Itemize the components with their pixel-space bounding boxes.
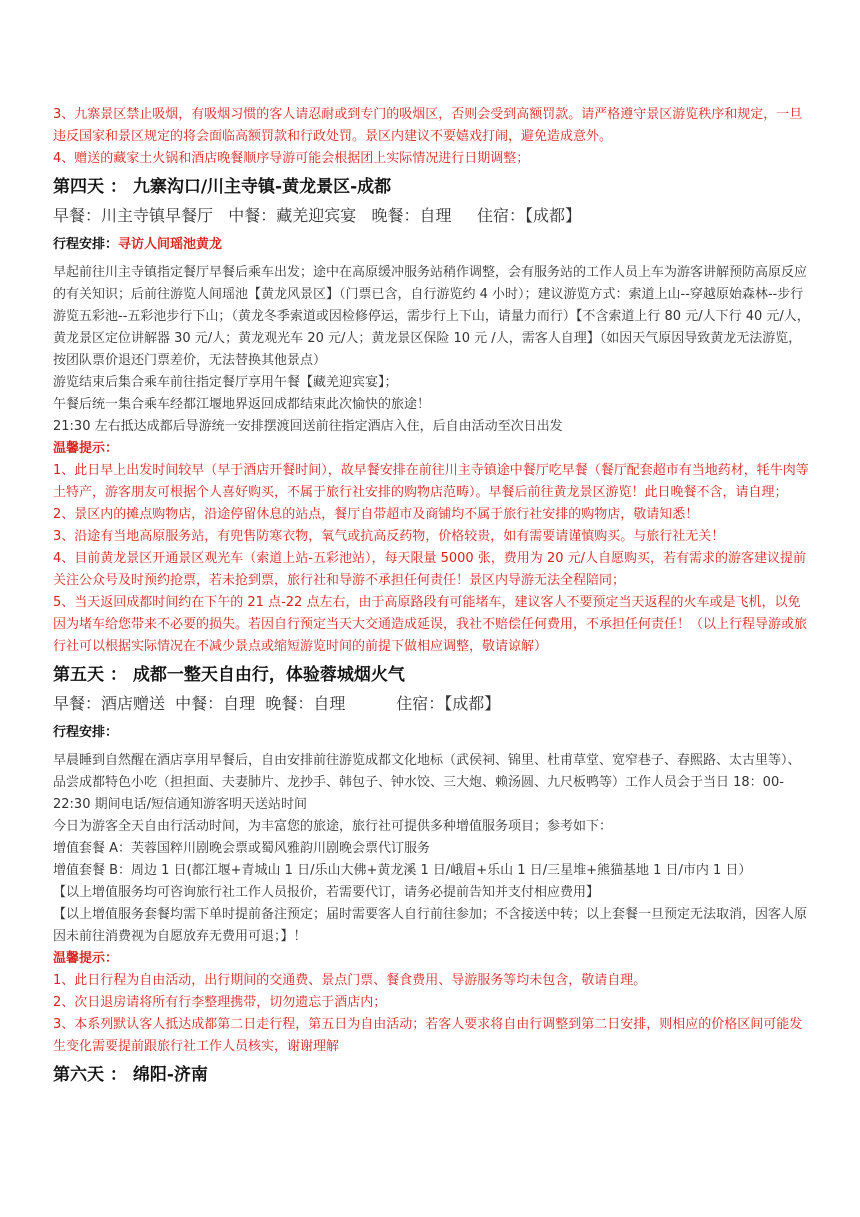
day5-tip-3: 3、本系列默认客人抵达成都第二日走行程，第五日为自由活动；若客人要求将自由行调整到第二日安排，则相应的价格区间可能发生变化需要提前跟旅行社工作人员核实，谢谢理解 bbox=[53, 1017, 803, 1054]
day4-paragraph-4: 21:30 左右抵达成都后导游统一安排摆渡回送前往指定酒店入住，后自由活动至次日出发 bbox=[53, 419, 563, 434]
day6-section bbox=[53, 1061, 813, 1089]
day4-tip-2: 2、景区内的摊点购物店，沿途停留休息的站点，餐厅自带超市及商铺均不属于旅行社安排的购物店，敬请知悉！ bbox=[53, 507, 699, 522]
day5-paragraph-3: 增值套餐 A：芙蓉国粹川剧晚会票或蜀风雅韵川剧晚会票代订服务 bbox=[53, 841, 431, 856]
day5-paragraph-5: 【以上增值服务均可咨询旅行社工作人员报价，若需要代订，请务必提前告知并支付相应费用】 bbox=[53, 885, 600, 900]
day4-paragraph-1: 早起前往川主寺镇指定餐厅早餐后乘车出发；途中在高原缓冲服务站稍作调整，会有服务站的工作人员上车为游客讲解预防高原反应的有关知识；后前往游览人间瑶池【黄龙风景区】（门票已含，自行游览约 4 小时）；建议游览方式：索道上山--穿越原始森林--步行游览五彩池--五彩池步行下山；（黄龙冬季索道或因检修停运，需步行上下山，请量力而行）【不含索道上行 80 元/人下行 40 元/人，黄龙景区定位讲解器 30 元/人；黄龙观光车 20 元/人；黄龙景区保险 10 元 /人，需客人自理】（如因天气原因导致黄龙无法游览，按团队票价退还门票差价，无法替换其他景点） bbox=[53, 265, 810, 368]
day4-tip-3: 3、沿途有当地高原服务站，有兜售防寒衣物，氧气或抗高反药物，价格较贵，如有需要请谨慎购买。与旅行社无关！ bbox=[53, 529, 725, 544]
day5-warm-label: 温馨提示： bbox=[53, 951, 119, 966]
day5-schedule-heading: 行程安排： bbox=[53, 725, 119, 740]
day4-paragraph-3: 午餐后统一集合乘车经都江堰地界返回成都结束此次愉快的旅途！ bbox=[53, 397, 431, 412]
top-notes bbox=[53, 104, 813, 170]
day4-tip-4: 4、目前黄龙景区开通景区观光车（索道上站-五彩池站），每天限量 5000 张，费用为 20 元/人自愿购买，若有需求的游客建议提前关注公众号及时预约抢票，若未抢到票，旅行社和导游不承担任何责任！景区内导游无法全程陪同； bbox=[53, 551, 806, 588]
day6-title: 第六天 ： 绵阳-济南 bbox=[53, 1065, 208, 1085]
day4-tip-5: 5、当天返回成都时间约在下午的 21 点-22 点左右，由于高原路段有可能堵车，建议客人不要预定当天返程的火车或是飞机，以免因为堵车给您带来不必要的损失。若因自行预定当天大交通造成延误，我社不赔偿任何费用，不承担任何责任！（以上行程导游或旅行社可以根据实际情况在不减少景点或缩短游览时间的前提下做相应调整，敬请谅解） bbox=[53, 595, 808, 654]
day5-section bbox=[53, 661, 813, 1058]
day4-paragraph-2: 游览结束后集合乘车前往指定餐厅享用午餐【藏羌迎宾宴】； bbox=[53, 375, 398, 390]
day4-schedule-heading bbox=[53, 234, 813, 256]
day4-section bbox=[53, 173, 813, 658]
day5-title: 第五天 ： 成都一整天自由行，体验蓉城烟火气 bbox=[53, 665, 405, 685]
day4-tip-1: 1、此日早上出发时间较早（早于酒店开餐时间），故早餐安排在前往川主寺镇途中餐厅吃早餐（餐厅配套超市有当地药材，牦牛肉等土特产，游客朋友可根据个人喜好购买，不属于旅行社安排的购物店范畴）。早餐后前往黄龙景区游览！此日晚餐不含，请自理； bbox=[53, 463, 809, 500]
day5-paragraph-2: 今日为游客全天自由行活动时间，为丰富您的旅途，旅行社可提供多种增值服务项目；参考如下： bbox=[53, 819, 613, 834]
itinerary-content bbox=[53, 104, 813, 1089]
day5-tip-1: 1、此日行程为自由活动，出行期间的交通费、景点门票、餐食费用、导游服务等均未包含，敬请自理。 bbox=[53, 973, 647, 988]
note-4: 4、赠送的藏家土火锅和酒店晚餐顺序导游可能会根据团上实际情况进行日期调整； bbox=[53, 151, 530, 166]
schedule-highlight: 寻访人间瑶池黄龙 bbox=[118, 237, 223, 252]
day5-tip-2: 2、次日退房请将所有行李整理携带，切勿遗忘于酒店内； bbox=[53, 995, 387, 1010]
day4-warm-label: 温馨提示： bbox=[53, 441, 119, 456]
day4-meals: 早餐：川主寺镇早餐厅 中餐：藏羌迎宾宴 晚餐：自理 住宿：【成都】 bbox=[53, 206, 581, 225]
schedule-label: 行程安排： bbox=[53, 237, 119, 252]
day5-paragraph-1: 早晨睡到自然醒在酒店享用早餐后，自由安排前往游览成都文化地标（武侯祠、锦里、杜甫草堂、宽窄巷子、春熙路、太古里等）、品尝成都特色小吃（担担面、夫妻肺片、龙抄手、韩包子、钟水饺、三大炮、赖汤圆、九尺板鸭等）工作人员会于当日 18：00-22:30 期间电话/短信通知游客明天送站时间 bbox=[53, 753, 801, 812]
day5-paragraph-6: 【以上增值服务套餐均需下单时提前备注预定；届时需要客人自行前往参加；不含接送中转；以上套餐一旦预定无法取消，因客人原因未前往消费视为自愿放弃无费用可退；】！ bbox=[53, 907, 808, 944]
day5-paragraph-4: 增值套餐 B：周边 1 日(都江堰+青城山 1 日/乐山大佛+黄龙溪 1 日/峨眉+乐山 1 日/三星堆+熊猫基地 1 日/市内 1 日） bbox=[53, 863, 752, 878]
day5-meals: 早餐：酒店赠送 中餐：自理 晚餐：自理 住宿：【成都】 bbox=[53, 694, 501, 713]
day4-title: 第四天 ： 九寨沟口/川主寺镇-黄龙景区-成都 bbox=[53, 177, 392, 197]
note-3: 3、九寨景区禁止吸烟，有吸烟习惯的客人请忍耐或到专门的吸烟区，否则会受到高额罚款。请严格遵守景区游览秩序和规定，一旦违反国家和景区规定的将会面临高额罚款和行政处罚。景区内建议不要嬉戏打闹，避免造成意外。 bbox=[53, 107, 803, 144]
